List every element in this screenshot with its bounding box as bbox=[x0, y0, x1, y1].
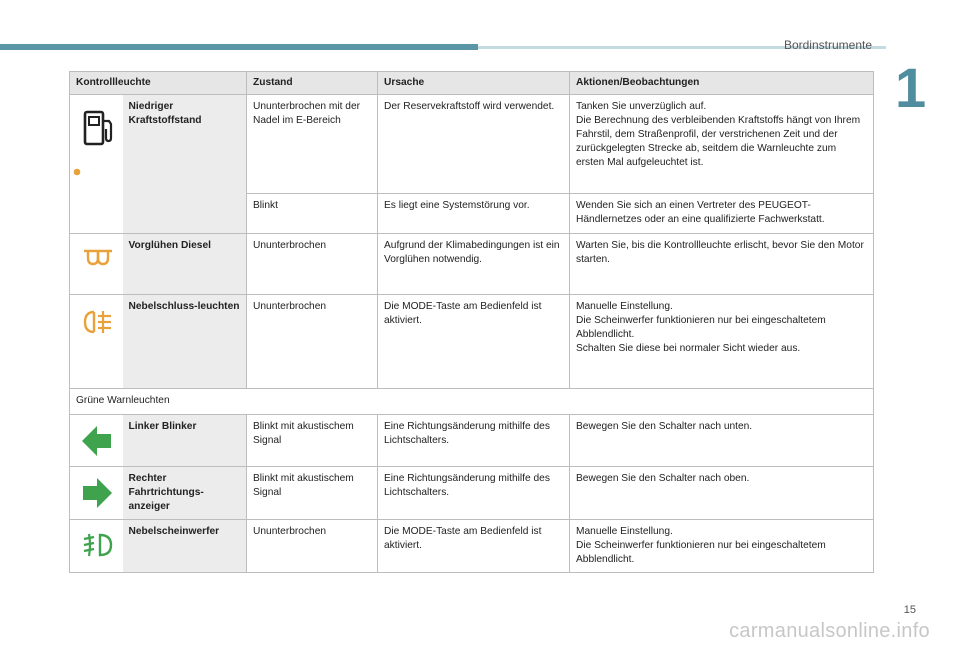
section-row bbox=[70, 389, 874, 415]
table-row-right-indicator bbox=[70, 467, 874, 520]
watermark: carmanualsonline.info bbox=[729, 620, 930, 642]
icon-cell bbox=[70, 295, 123, 389]
fuel-pump-icon bbox=[80, 109, 118, 149]
action-cell: Tanken Sie unverzüglich auf. Die Berechnung des verbleibenden Kraftstoffs hängt von Ihrem Fahrstil, dem Straßenprofil, der verstrichenen Zeit und der zurückgelegten Strecke ab, seitdem die Warnleuchte zum ersten Mal aufgeleuchtet ist. bbox=[570, 95, 874, 194]
state-cell: Blinkt mit akustischem Signal bbox=[247, 415, 378, 467]
state-cell: Ununterbrochen bbox=[247, 295, 378, 389]
rear-fog-light-icon bbox=[82, 309, 114, 335]
icon-cell bbox=[70, 415, 123, 467]
table-row-left-indicator bbox=[70, 415, 874, 467]
warning-name: Nebelschluss-leuchten bbox=[123, 295, 247, 389]
table-row-glow bbox=[70, 234, 874, 295]
cause-cell: Es liegt eine Systemstörung vor. bbox=[378, 194, 570, 234]
cause-cell: Die MODE-Taste am Bedienfeld ist aktiviert. bbox=[378, 295, 570, 389]
state-cell: Blinkt bbox=[247, 194, 378, 234]
amber-indicator-dot bbox=[73, 168, 81, 176]
section-title: Bordinstrumente bbox=[783, 38, 872, 52]
icon-cell bbox=[70, 95, 123, 234]
table-row-rear-fog bbox=[70, 295, 874, 389]
warning-name: Linker Blinker bbox=[123, 415, 247, 467]
section-heading: Grüne Warnleuchten bbox=[70, 389, 874, 415]
chapter-number: 1 bbox=[895, 56, 927, 119]
warning-name: Niedriger Kraftstoffstand bbox=[123, 95, 247, 234]
cause-cell: Die MODE-Taste am Bedienfeld ist aktiviert. bbox=[378, 520, 570, 573]
action-cell: Bewegen Sie den Schalter nach unten. bbox=[570, 415, 874, 467]
table-row-front-fog bbox=[70, 520, 874, 573]
warning-lights-table bbox=[69, 71, 874, 573]
state-cell: Ununterbrochen mit der Nadel im E-Bereich bbox=[247, 95, 378, 194]
icon-cell bbox=[70, 467, 123, 520]
icon-cell bbox=[70, 520, 123, 573]
action-cell: Manuelle Einstellung. Die Scheinwerfer funktionieren nur bei eingeschaltetem Abblendlicht. Schalten Sie diese bei normaler Sicht wieder aus. bbox=[570, 295, 874, 389]
header-warning-light: Kontrollleuchte bbox=[70, 72, 247, 95]
header-accent-bar bbox=[0, 44, 478, 50]
cause-cell: Eine Richtungsänderung mithilfe des Lichtschalters. bbox=[378, 467, 570, 520]
cause-cell: Eine Richtungsänderung mithilfe des Lichtschalters. bbox=[378, 415, 570, 467]
warning-name: Nebelscheinwerfer bbox=[123, 520, 247, 573]
header-state: Zustand bbox=[247, 72, 378, 95]
action-cell: Manuelle Einstellung. Die Scheinwerfer funktionieren nur bei eingeschaltetem Abblendlicht. bbox=[570, 520, 874, 573]
left-arrow-icon bbox=[80, 424, 114, 458]
glow-plug-icon bbox=[82, 248, 114, 268]
table-header-row bbox=[70, 72, 874, 95]
state-cell: Blinkt mit akustischem Signal bbox=[247, 467, 378, 520]
page-number: 15 bbox=[903, 604, 916, 616]
header-actions: Aktionen/Beobachtungen bbox=[570, 72, 874, 95]
cause-cell: Der Reservekraftstoff wird verwendet. bbox=[378, 95, 570, 194]
header-cause: Ursache bbox=[378, 72, 570, 95]
action-cell: Warten Sie, bis die Kontrollleuchte erlischt, bevor Sie den Motor starten. bbox=[570, 234, 874, 295]
warning-name: Rechter Fahrtrichtungs-anzeiger bbox=[123, 467, 247, 520]
state-cell: Ununterbrochen bbox=[247, 234, 378, 295]
warning-name: Vorglühen Diesel bbox=[123, 234, 247, 295]
right-arrow-icon bbox=[80, 476, 114, 510]
table-row-fuel bbox=[70, 95, 874, 194]
action-cell: Wenden Sie sich an einen Vertreter des PEUGEOT-Händlernetzes oder an eine qualifizierte Fachwerkstatt. bbox=[570, 194, 874, 234]
state-cell: Ununterbrochen bbox=[247, 520, 378, 573]
cause-cell: Aufgrund der Klimabedingungen ist ein Vorglühen notwendig. bbox=[378, 234, 570, 295]
action-cell: Bewegen Sie den Schalter nach oben. bbox=[570, 467, 874, 520]
icon-cell bbox=[70, 234, 123, 295]
front-fog-light-icon bbox=[82, 532, 114, 558]
